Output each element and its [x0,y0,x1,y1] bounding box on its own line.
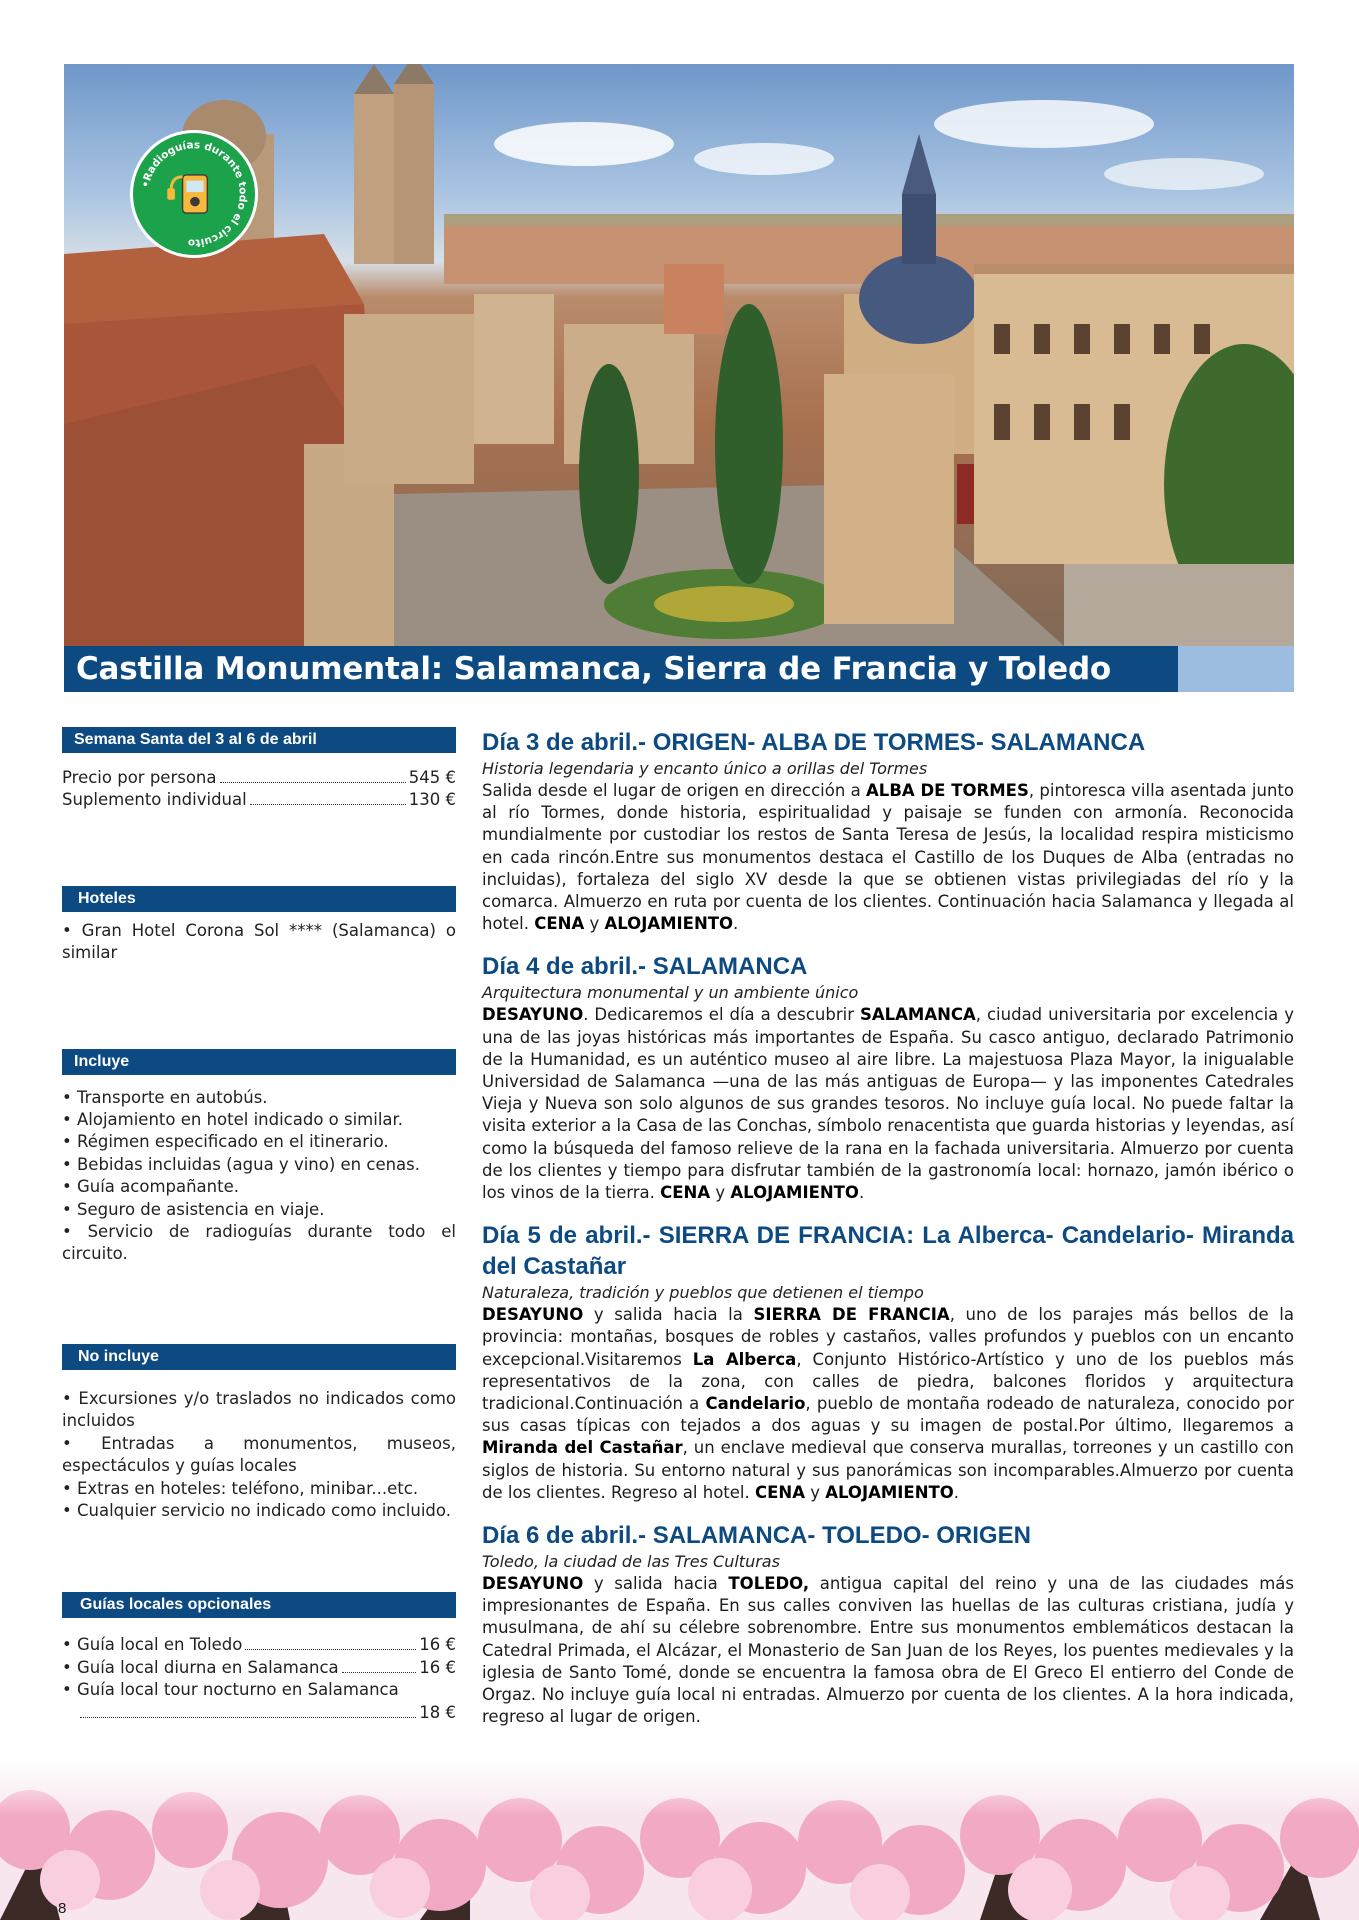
bold-text: CENA [534,914,585,934]
guide-row [62,1634,456,1656]
text-run: y salida hacia la [583,1305,754,1325]
guides-section [62,1592,456,1724]
guide-label: • Guía local tour nocturno en Salamanca [62,1680,399,1700]
text-run: Salida desde el lugar de origen en dirección a [482,781,867,800]
bold-text: DESAYUNO [482,1574,584,1594]
guide-value: 16 € [419,1635,456,1655]
price-row [62,767,456,789]
cherry-blossom-footer [0,1760,1359,1920]
text-run: , ciudad universitaria por excelencia y una de las joyas históricas más importantes de España. Su casco antiguo, declarado Patrimonio de la Humanidad, es un auténtico museo al aire libre. La majestuosa Plaza Mayor, la inigualable Universidad de Salamanca —una de las más antiguas de Europa— y las imponentes Catedrales Vieja y Nueva son solo algunos de sus grandes tesoros. No incluye guía local. No puede faltar la visita exterior a la Casa de las Conchas, símbolo renacentista que guarda historias y leyendas, así como la búsqueda del famoso relieve de la rana en la fachada universitaria. Almuerzo por cuenta de los clientes y tiempo para disfrutar también de la gastronomía local: hornazo, jamón ibérico o los vinos de la tierra. [482,1005,1295,1203]
include-line: • Seguro de asistencia en viaje. [62,1199,325,1219]
text-run: , uno de los parajes más bellos de la provincia: montañas, bosques de robles y castaños, valles profundos y pueblos con un encanto excepcional.Visitaremos [482,1305,1294,1369]
include-line: • Alojamiento en hotel indicado o similar. [62,1110,404,1130]
blossom-illustration [0,1760,1359,1920]
text-run: y [710,1183,731,1203]
excludes-section [62,1344,456,1522]
guide-row [62,1657,456,1679]
include-line: • Guía acompañante. [62,1177,239,1197]
day-entry [482,951,1294,1204]
bold-text: DESAYUNO [482,1005,584,1025]
bold-text: ALBA DE TORMES [866,781,1029,800]
day-description [482,1004,1294,1204]
guide-value: 16 € [419,1657,456,1677]
day-title: Día 4 de abril.- SALAMANCA [482,953,808,981]
bold-text: Candelario [705,1394,806,1414]
price-value: 130 € [408,790,456,810]
itinerary [482,727,1294,1745]
title-banner [64,646,1294,692]
day-entry [482,727,1294,935]
day-description [482,780,1294,935]
guide-row [62,1702,456,1724]
radioguide-icon [133,133,255,255]
includes-section [62,1049,456,1266]
include-line: • Bebidas incluidas (agua y vino) en cenas. [62,1154,421,1174]
guide-label: • Guía local diurna en Salamanca [62,1657,339,1677]
day-subtitle: Naturaleza, tradición y pueblos que detienen el tiempo [482,1283,924,1303]
guides-heading: Guías locales opcionales [62,1592,456,1618]
text-run: . [733,914,739,934]
text-run: . [858,1183,865,1203]
page-title: Castilla Monumental: Salamanca, Sierra de Francia y Toledo [76,651,1112,687]
radioguide-badge [130,130,258,258]
bold-text: ALOJAMIENTO [825,1482,954,1502]
dot-leader [250,804,406,805]
bold-text: ALOJAMIENTO [604,914,734,934]
price-label: Suplemento individual [62,790,247,810]
dot-leader [342,1672,417,1673]
bold-text: ALOJAMIENTO [730,1183,859,1203]
prices-heading: Semana Santa del 3 al 6 de abril [62,727,456,753]
bold-text: SIERRA DE FRANCIA [753,1305,950,1325]
hotel-line: • Gran Hotel Corona Sol **** (Salamanca) o similar [62,920,456,963]
day-title: Día 6 de abril.- SALAMANCA- TOLEDO- ORIGEN [482,1522,1031,1550]
text-run: , un enclave medieval que conserva murallas, torreones y un castillo con siglos de historia. Su entorno natural y sus panorámicas son incomparables.Almuerzo por cuenta de los clientes. Regreso al hotel. [482,1438,1294,1502]
badge-text: •Radioguías durante todo el circuito [139,139,249,249]
bold-text: TOLEDO, [728,1574,810,1594]
day-entry [482,1220,1294,1504]
bold-text: CENA [755,1482,805,1502]
text-run: , pintoresca villa asentada junto al río Tormes, donde historia, espiritualidad y paisaje se funden con armonía. Reconocida mundialmente por custodiar los restos de Santa Teresa de Jesús, la localidad respira misticismo en cada rincón.Entre sus monumentos destaca el Castillo de los Duques de Alba (entradas no incluidas), fortaleza del siglo XV desde la que se obtienen vistas privilegiadas del río y la comarca. Almuerzo en ruta por cuenta de los clientes. Continuación hacia Salamanca y llegada al hotel. [482,781,1294,934]
bold-text: CENA [660,1183,711,1203]
page-number: 8 [58,1900,67,1917]
day-description [482,1573,1294,1728]
guide-label: • Guía local en Toledo [62,1635,243,1655]
bold-text: DESAYUNO [482,1305,584,1325]
bold-text: La Alberca [692,1349,797,1369]
guide-value: 18 € [419,1702,456,1722]
bold-text: Miranda del Castañar [482,1438,683,1458]
exclude-line: • Cualquier servicio no indicado como incluido. [62,1500,451,1520]
dot-leader [80,1717,416,1718]
hotels-section [62,886,456,965]
include-line: • Servicio de radioguías durante todo el circuito. [62,1222,456,1264]
text-run: y [804,1482,826,1502]
hero-photo-salamanca [64,64,1294,646]
text-run: . Dedicaremos el día a descubrir [583,1005,860,1025]
dot-leader [220,782,406,783]
day-title: Día 5 de abril.- SIERRA DE FRANCIA: La Alberca- Candelario- Miranda del Castañar [482,1222,1294,1281]
guide-row [62,1679,456,1701]
include-line: • Régimen especificado en el itinerario. [62,1132,389,1152]
price-label: Precio por persona [62,768,217,787]
text-run: , pueblo de montaña rodeado de naturaleza, conocido por sus casas típicas con tejados a dos aguas y su imagen de postal.Por último, llegaremos a [482,1394,1294,1436]
text-run: y salida hacia [583,1574,729,1594]
day-subtitle: Historia legendaria y encanto único a orillas del Tormes [482,759,928,778]
day-subtitle: Toledo, la ciudad de las Tres Culturas [482,1552,780,1572]
excludes-heading: No incluye [62,1344,456,1370]
price-value: 545 € [408,768,456,787]
sidebar-info [62,727,456,1724]
exclude-line: • Entradas a monumentos, museos, espectáculos y guías locales [62,1433,456,1476]
text-run: , Conjunto Histórico-Artístico y uno de los pueblos más representativos de la zona, con calles de piedra, balcones floridos y arquitectura tradicional.Continuación a [482,1349,1295,1414]
hotels-heading: Hoteles [62,886,456,912]
text-run: y [584,914,605,934]
exclude-line: • Excursiones y/o traslados no indicados como incluidos [62,1388,456,1431]
includes-heading: Incluye [62,1049,456,1075]
text-run: . [953,1482,960,1502]
prices-section [62,727,456,812]
exclude-line: • Extras en hoteles: teléfono, minibar...etc. [62,1478,419,1498]
day-description [482,1304,1294,1504]
include-line: • Transporte en autobús. [62,1087,268,1107]
price-row [62,789,456,811]
day-subtitle: Arquitectura monumental y un ambiente único [482,983,859,1003]
text-run: antigua capital del reino y una de las ciudades más impresionantes de España. En sus calles conviven las huellas de las culturas cristiana, judía y musulmana, de ahí su célebre sobrenombre. Entre sus monumentos emblemáticos destacan la Catedral Primada, el Alcázar, el Monasterio de San Juan de los Reyes, los puentes medievales y la iglesia de Santo Tomé, donde se encuentra la famosa obra de El Greco El entierro del Conde de Orgaz. No incluye guía local ni entradas. Almuerzo por cuenta de los clientes. A la hora indicada, regreso al lugar de origen. [482,1574,1294,1727]
day-entry [482,1520,1294,1728]
day-title: Día 3 de abril.- ORIGEN- ALBA DE TORMES- SALAMANCA [482,729,1146,756]
dot-leader [245,1649,416,1650]
bold-text: SALAMANCA [859,1005,976,1025]
